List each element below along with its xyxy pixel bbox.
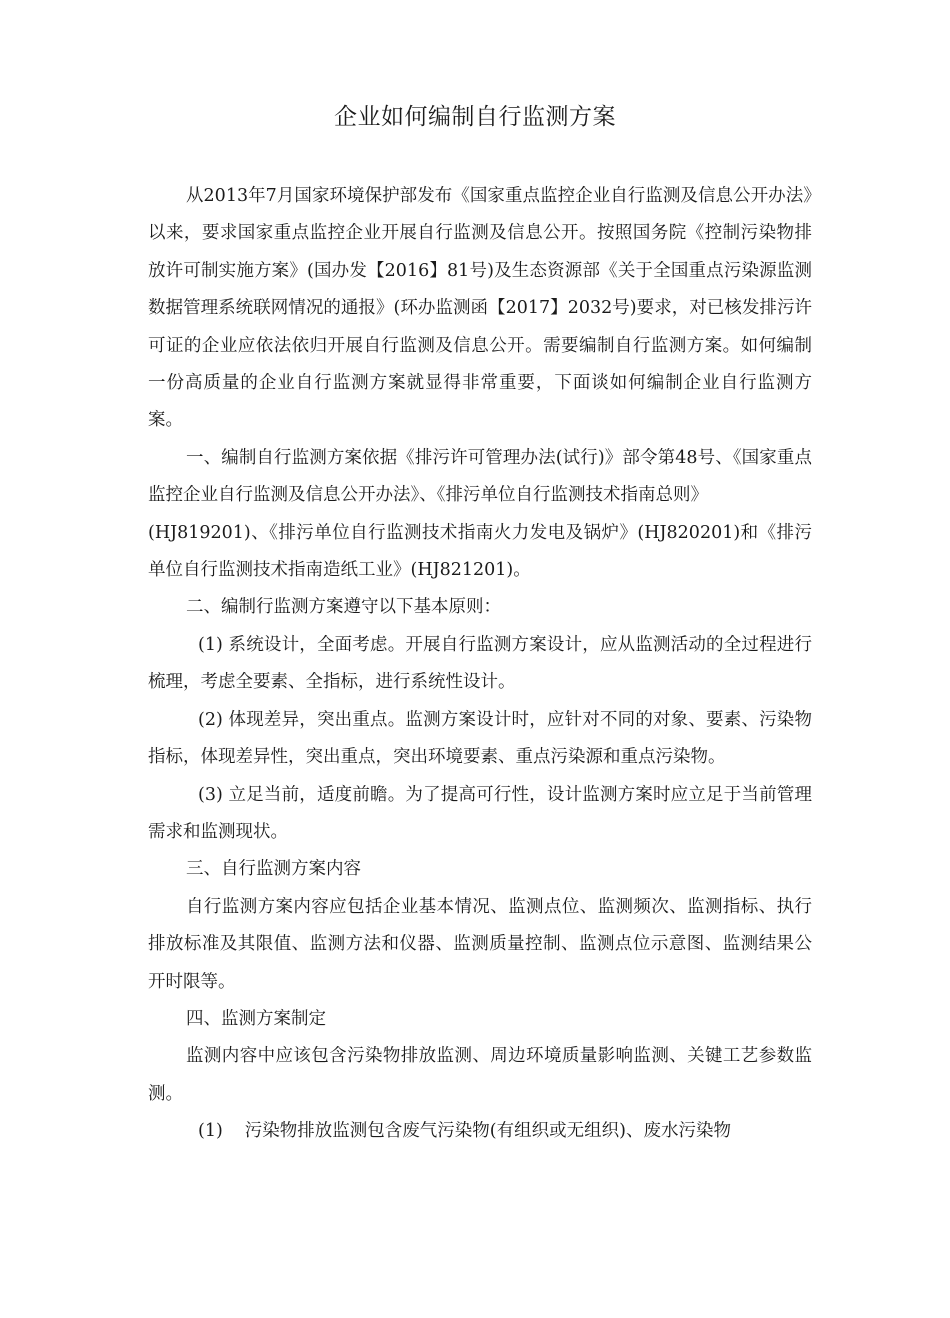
heading-principles: 二、编制行监测方案遵守以下基本原则： (186, 597, 501, 618)
plan-item-1-marker: (1) (198, 1121, 223, 1142)
paragraph-basis-continued: (HJ819201)、《排污单位自行监测技术指南火力发电及锅炉》(HJ820201)和《排污单位自行监测技术指南造纸工业》(HJ821201)。 (148, 522, 812, 581)
paragraph-plan: 监测内容中应该包含污染物排放监测、周边环境质量影响监测、关键工艺参数监测。 (148, 1046, 812, 1104)
principle-item-1: (1) 系统设计，全面考虑。开展自行监测方案设计，应从监测活动的全过程进行梳理，考虑全要素、全指标，进行系统性设计。 (148, 634, 812, 693)
document-title: 企业如何编制自行监测方案 (334, 104, 616, 130)
document-body (148, 178, 812, 1151)
principle-item-3: (3) 立足当前，适度前瞻。为了提高可行性，设计监测方案时应立足于当前管理需求和监测现状。 (148, 784, 812, 842)
plan-item-1 (148, 1113, 812, 1150)
paragraph-intro: 从2013年7月国家环境保护部发布《国家重点监控企业自行监测及信息公开办法》以来，要求国家重点监控企业开展自行监测及信息公开。按照国务院《控制污染物排放许可制实施方案》(国办发【2016】81号)及生态资源部《关于全国重点污染源监测数据管理系统联网情况的通报》(环办监测函【2017】2032号)要求，对已核发排污许可证的企业应依法依归开展自行监测及信息公开。需要编制自行监测方案。如何编制一份高质量的企业自行监测方案就显得非常重要，下面谈如何编制企业自行监测方案。 (148, 186, 812, 431)
heading-plan: 四、监测方案制定 (186, 1008, 326, 1029)
heading-content: 三、自行监测方案内容 (186, 859, 361, 880)
paragraph-basis: 一、编制自行监测方案依据《排污许可管理办法(试行)》部令第48号、《国家重点监控企业自行监测及信息公开办法》、《排污单位自行监测技术指南总则》 (148, 447, 812, 506)
plan-item-1-text: 污染物排放监测包含废气污染物(有组织或无组织)、废水污染物 (244, 1121, 731, 1142)
principle-item-2: (2) 体现差异，突出重点。监测方案设计时，应针对不同的对象、要素、污染物指标，体现差异性，突出重点，突出环境要素、重点污染源和重点污染物。 (148, 709, 812, 768)
paragraph-content: 自行监测方案内容应包括企业基本情况、监测点位、监测频次、监测指标、执行排放标准及其限值、监测方法和仪器、监测质量控制、监测点位示意图、监测结果公开时限等。 (148, 896, 812, 992)
